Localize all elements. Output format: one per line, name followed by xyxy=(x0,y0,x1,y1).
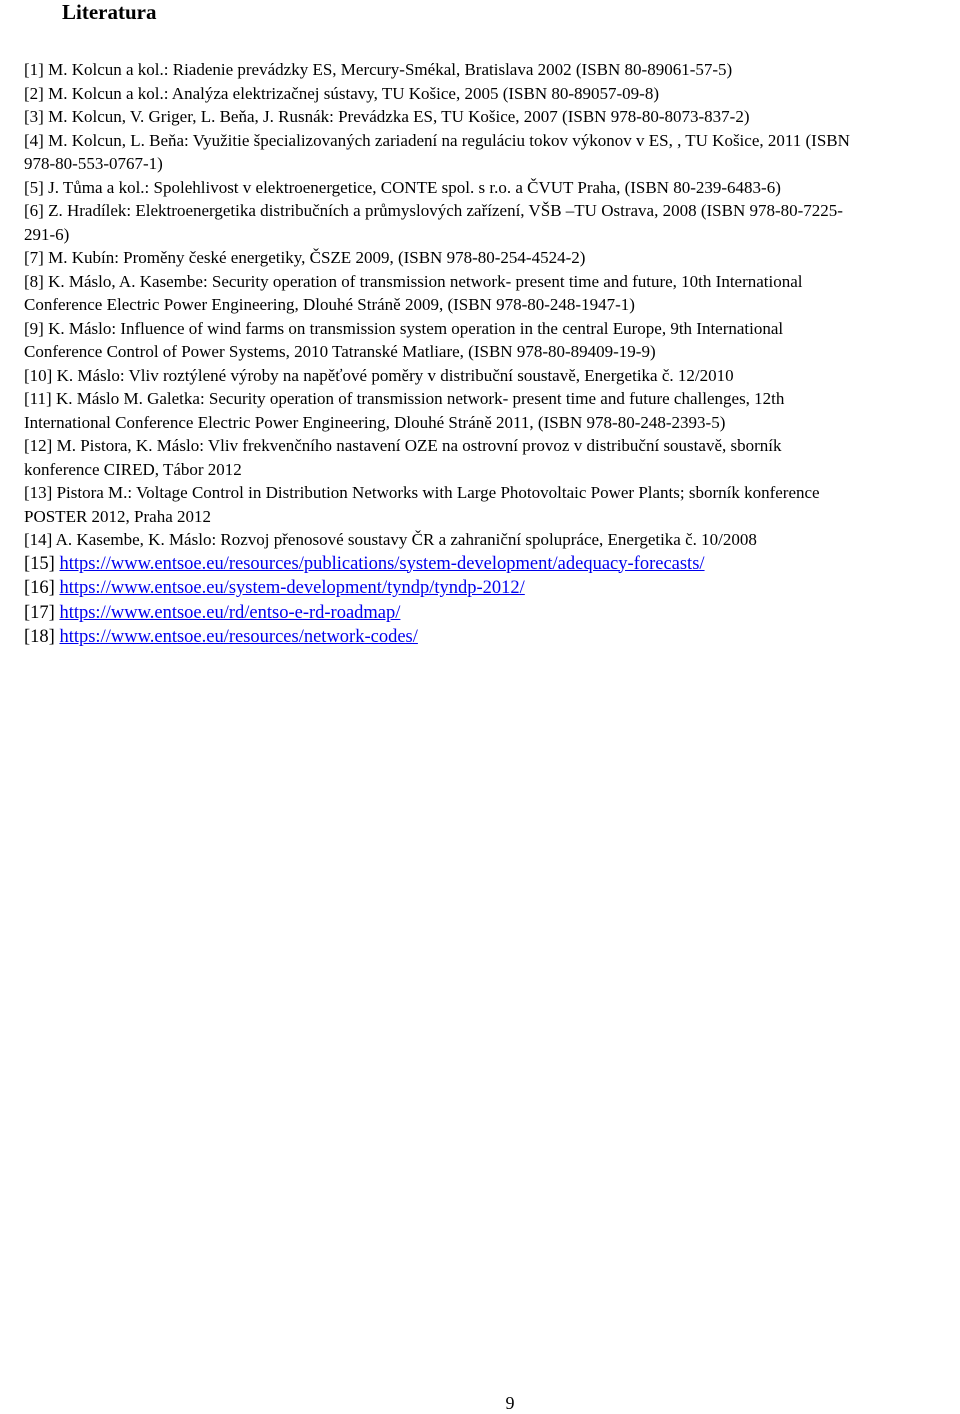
reference-item xyxy=(24,176,954,200)
reference-item xyxy=(24,434,954,481)
reference-link-item xyxy=(24,552,954,577)
reference-text: [12] M. Pistora, K. Máslo: Vliv frekvenčního nastavení OZE na ostrovní provoz v distribuční soustavě, sborník xyxy=(24,436,782,455)
reference-item xyxy=(24,387,954,434)
page-number: 9 xyxy=(505,1393,515,1413)
reference-link-item xyxy=(24,576,954,601)
reference-item xyxy=(24,270,954,317)
reference-number: [18] xyxy=(24,627,60,648)
reference-text: [2] M. Kolcun a kol.: Analýza elektrizačnej sústavy, TU Košice, 2005 (ISBN 80-89057-09-8) xyxy=(24,83,659,103)
reference-item xyxy=(24,317,954,364)
page-heading: Literatura xyxy=(62,0,157,24)
reference-item xyxy=(24,58,954,82)
reference-item xyxy=(24,481,954,528)
reference-text: [14] A. Kasembe, K. Máslo: Rozvoj přenosové soustavy ČR a zahraniční spolupráce, Energetika č. 10/2008 xyxy=(24,530,757,549)
reference-item xyxy=(24,364,954,388)
reference-text: [5] J. Tůma a kol.: Spolehlivost v elektroenergetice, CONTE spol. s r.o. a ČVUT Praha, (ISBN 80-239-6483-6) xyxy=(24,177,781,197)
reference-item xyxy=(24,129,954,176)
reference-continuation: konference CIRED, Tábor 2012 xyxy=(24,459,242,479)
reference-text: [3] M. Kolcun, V. Griger, L. Beňa, J. Rusnák: Prevádzka ES, TU Košice, 2007 (ISBN 978-80-8073-837-2) xyxy=(24,107,750,126)
reference-item xyxy=(24,528,954,552)
reference-text: [4] M. Kolcun, L. Beňa: Využitie špecializovaných zariadení na reguláciu tokov výkonov v ES, , TU Košice, 2011 (ISBN xyxy=(24,130,850,150)
reference-item xyxy=(24,199,954,246)
reference-continuation: Conference Electric Power Engineering, Dlouhé Stráně 2009, (ISBN 978-80-248-1947-1) xyxy=(24,295,635,314)
reference-number: [15] xyxy=(24,553,60,574)
reference-link-item xyxy=(24,601,954,626)
reference-text: [9] K. Máslo: Influence of wind farms on transmission system operation in the central Europe, 9th International xyxy=(24,318,784,338)
reference-item xyxy=(24,246,954,270)
reference-url-link[interactable]: https://www.entsoe.eu/resources/network-codes/ xyxy=(59,627,418,648)
reference-url-link[interactable]: https://www.entsoe.eu/resources/publications/system-development/adequacy-forecasts/ xyxy=(59,553,705,574)
reference-list xyxy=(24,58,954,650)
reference-continuation: POSTER 2012, Praha 2012 xyxy=(24,506,211,526)
reference-continuation: 978-80-553-0767-1) xyxy=(24,154,163,173)
reference-text: [7] M. Kubín: Proměny české energetiky, ČSZE 2009, (ISBN 978-80-254-4524-2) xyxy=(24,248,586,267)
reference-number: [16] xyxy=(24,578,60,599)
reference-text: [8] K. Máslo, A. Kasembe: Security operation of transmission network- present time and future, 10th International xyxy=(24,271,803,291)
reference-text: [10] K. Máslo: Vliv roztýlené výroby na napěťové poměry v distribuční soustavě, Energetika č. 12/2010 xyxy=(24,365,734,385)
reference-continuation: 291-6) xyxy=(24,224,70,244)
reference-url-link[interactable]: https://www.entsoe.eu/rd/entso-e-rd-roadmap/ xyxy=(59,602,401,623)
reference-item xyxy=(24,82,954,106)
reference-continuation: International Conference Electric Power Engineering, Dlouhé Stráně 2011, (ISBN 978-80-248-2393-5) xyxy=(24,412,726,432)
reference-text: [6] Z. Hradílek: Elektroenergetika distribučních a průmyslových zařízení, VŠB –TU Ostrava, 2008 (ISBN 978-80-7225- xyxy=(24,201,843,220)
reference-link-item xyxy=(24,625,954,650)
reference-text: [13] Pistora M.: Voltage Control in Distribution Networks with Large Photovoltaic Power Plants; sborník konference xyxy=(24,483,820,502)
reference-number: [17] xyxy=(24,602,60,623)
reference-url-link[interactable]: https://www.entsoe.eu/system-development/tyndp/tyndp-2012/ xyxy=(59,578,525,599)
reference-text: [1] M. Kolcun a kol.: Riadenie prevádzky ES, Mercury-Smékal, Bratislava 2002 (ISBN 80-89061-57-5) xyxy=(24,60,733,79)
reference-text: [11] K. Máslo M. Galetka: Security operation of transmission network- present time and future challenges, 12th xyxy=(24,389,785,408)
reference-item xyxy=(24,105,954,129)
reference-continuation: Conference Control of Power Systems, 2010 Tatranské Matliare, (ISBN 978-80-89409-19-9) xyxy=(24,342,656,361)
